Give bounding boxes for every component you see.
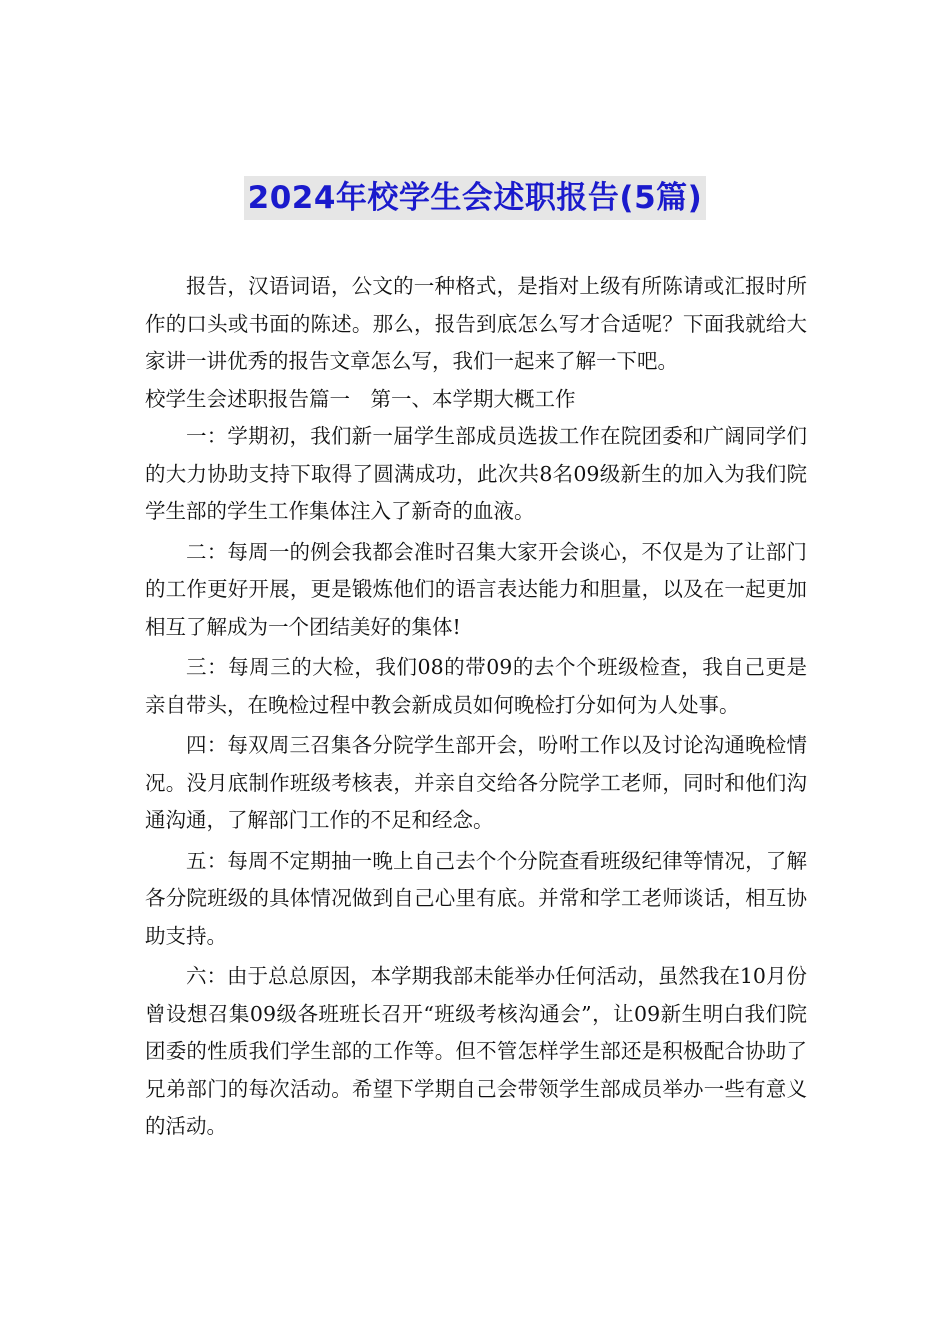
body-paragraph-2: 二：每周一的例会我都会准时召集大家开会谈心，不仅是为了让部门的工作更好开展，更是锻炼他们的语言表达能力和胆量，以及在一起更加相互了解成为一个团结美好的集体! <box>145 539 807 639</box>
body-paragraph-6: 六：由于总总原因，本学期我部未能举办任何活动，虽然我在10月份曾设想召集09级各班班长召开“班级考核沟通会”，让09新生明白我们院团委的性质我们学生部的工作等。但不管怎样学生部还是积极配合协助了兄弟部门的每次活动。希望下学期自己会带领学生部成员举办一些有意义的活动。 <box>145 964 807 1138</box>
document-title: 2024年校学生会述职报告(5篇) <box>244 176 707 220</box>
intro-paragraph: 报告，汉语词语，公文的一种格式，是指对上级有所陈请或汇报时所作的口头或书面的陈述。那么，报告到底怎么写才合适呢？下面我就给大家讲一讲优秀的报告文章怎么写，我们一起来了解一下吧。 <box>145 274 807 373</box>
body-paragraph-4: 四：每双周三召集各分院学生部开会，吩咐工作以及讨论沟通晚检情况。没月底制作班级考核表，并亲自交给各分院学工老师，同时和他们沟通沟通，了解部门工作的不足和经念。 <box>145 733 807 832</box>
body-paragraph-5: 五：每周不定期抽一晚上自己去个个分院查看班级纪律等情况，了解各分院班级的具体情况做到自己心里有底。并常和学工老师谈话，相互协助支持。 <box>145 848 807 948</box>
body-paragraph-3: 三：每周三的大检，我们08的带09的去个个班级检查，我自己更是亲自带头，在晚检过程中教会新成员如何晚检打分如何为人处事。 <box>145 655 807 717</box>
document-body <box>145 268 807 1146</box>
body-paragraph-1: 一：学期初，我们新一届学生部成员选拔工作在院团委和广阔同学们的大力协助支持下取得了圆满成功，此次共8名09级新生的加入为我们院学生部的学生工作集体注入了新奇的血液。 <box>145 424 807 523</box>
title-container <box>0 176 950 220</box>
section-heading: 校学生会述职报告篇一 第一、本学期大概工作 <box>145 386 576 411</box>
